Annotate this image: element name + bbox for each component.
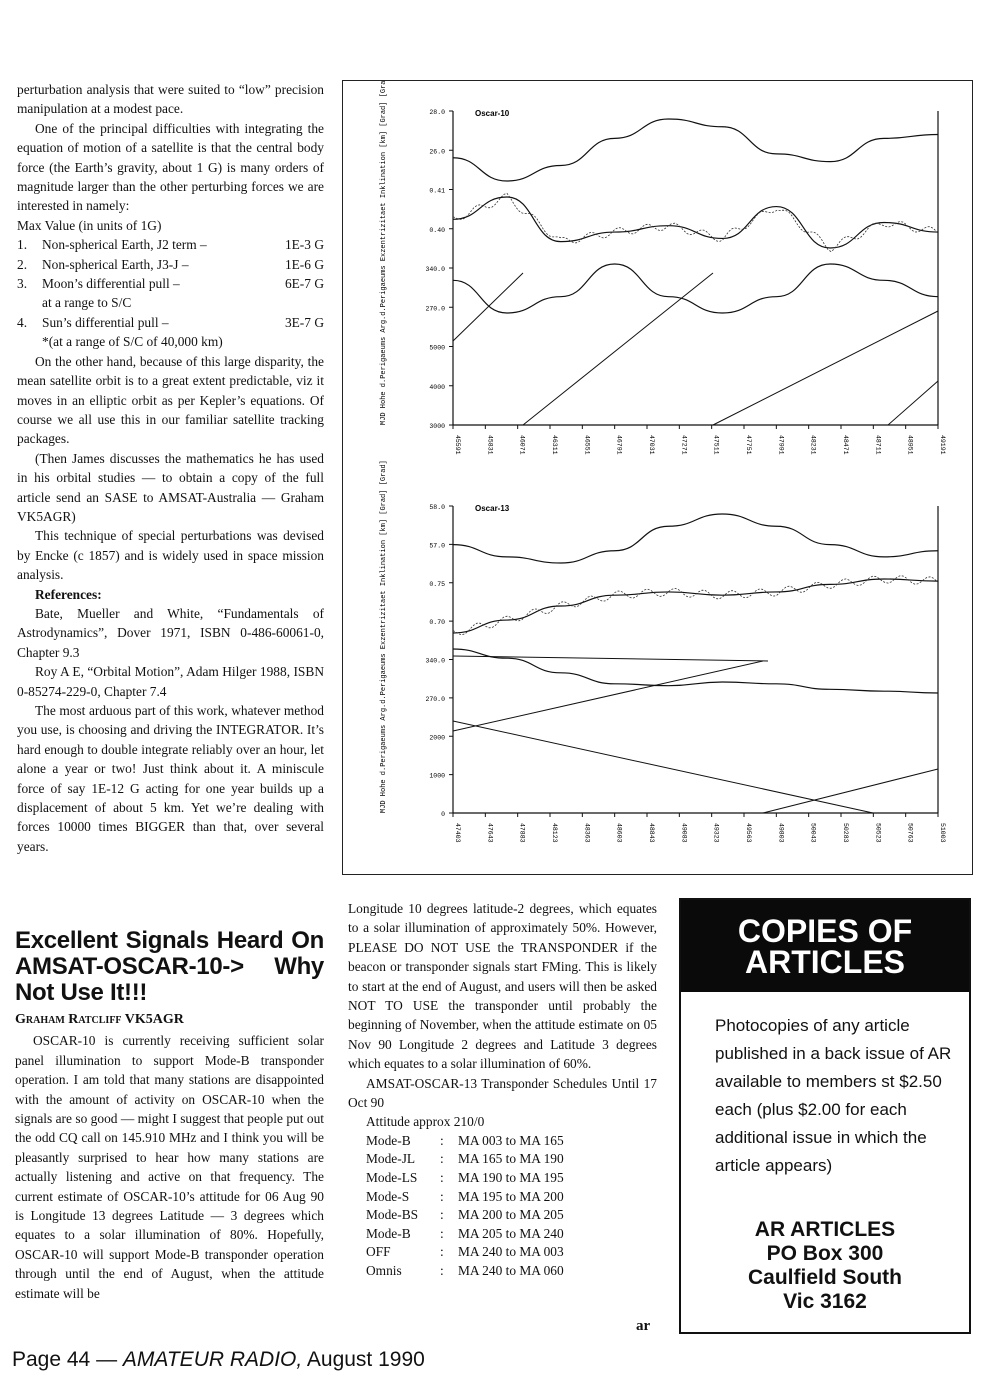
force-name: Non-spherical Earth, J2 term – bbox=[42, 237, 207, 253]
address-line-3: Caulfield South bbox=[748, 1266, 902, 1289]
y-tick-label: 1000 bbox=[429, 772, 445, 780]
article-paragraph-3: AMSAT-OSCAR-13 Transponder Schedules Until 17 Oct 90 bbox=[348, 1075, 657, 1111]
y-tick-label: 2000 bbox=[429, 734, 445, 742]
x-tick-label: 47643 bbox=[486, 823, 494, 843]
force-number: 3. bbox=[17, 276, 28, 292]
article-headline: Excellent Signals Heard On AMSAT-OSCAR-10-> Why Not Use It!!! bbox=[15, 927, 324, 1006]
x-tick-label: 47883 bbox=[518, 823, 526, 843]
x-tick-label: 46071 bbox=[518, 435, 526, 455]
y-tick-label: 0 bbox=[441, 811, 445, 818]
y-tick-label: 270.0 bbox=[425, 695, 445, 703]
footer-magazine: AMATEUR RADIO, bbox=[122, 1348, 303, 1371]
force-name: Moon’s differential pull – bbox=[42, 276, 180, 292]
schedule-sep: : bbox=[440, 1151, 444, 1167]
force-name: Sun’s differential pull – bbox=[42, 314, 169, 330]
force-item-2 bbox=[17, 255, 324, 274]
diagonal-line bbox=[713, 311, 938, 425]
copies-banner bbox=[681, 900, 969, 992]
schedule-range: MA 165 to MA 190 bbox=[458, 1151, 564, 1167]
schedule-range: MA 003 to MA 165 bbox=[458, 1132, 564, 1148]
paragraph-encke: This technique of special perturbations was devised by Encke (c 1857) and is widely used in space mission analysis. bbox=[17, 528, 324, 583]
reference-2: Roy A E, “Orbital Motion”, Adam Hilger 1988, ISBN 0-85274-229-0, Chapter 7.4 bbox=[17, 664, 324, 699]
series-line bbox=[453, 649, 938, 693]
banner-line-1: COPIES OF bbox=[737, 913, 913, 949]
force-item-3 bbox=[17, 274, 324, 293]
schedule-mode: Mode-B bbox=[366, 1225, 411, 1241]
force-name: Non-spherical Earth, J3-J – bbox=[42, 256, 189, 272]
paragraph-intro: perturbation analysis that were suited to “low” precision manipulation at a modest pace. bbox=[17, 82, 324, 117]
schedule-sep: : bbox=[440, 1244, 444, 1260]
series-line bbox=[453, 264, 938, 313]
force-3-note: at a range to S/C bbox=[42, 295, 132, 311]
x-tick-label: 47751 bbox=[745, 435, 752, 455]
copies-address bbox=[681, 1218, 969, 1314]
paragraph-james: (Then James discusses the mathematics he has used in his orbital studies — to obtain a copy of the full article send an SASE to AMSAT-Australia — Graham VK5AGR) bbox=[17, 450, 324, 524]
force-value: 1E-6 G bbox=[284, 256, 324, 272]
x-tick-label: 46551 bbox=[583, 435, 591, 455]
schedule-range: MA 240 to MA 060 bbox=[458, 1263, 564, 1279]
reference-1: Bate, Mueller and White, “Fundamentals of Astrodynamics”, Dover 1971, ISBN 0-486-60061-0, Chapter 9.3 bbox=[17, 605, 324, 660]
schedule-mode: Mode-B bbox=[366, 1132, 411, 1148]
schedule-range: MA 205 to MA 240 bbox=[458, 1225, 564, 1241]
force-item-4 bbox=[17, 313, 324, 332]
address-line-4: Vic 3162 bbox=[783, 1290, 867, 1313]
y-tick-label: 28.0 bbox=[429, 109, 445, 116]
force-4-note: *(at a range of S/C of 40,000 km) bbox=[42, 334, 223, 350]
banner-line-2: ARTICLES bbox=[745, 944, 905, 980]
y-tick-label: 270.0 bbox=[425, 305, 445, 313]
diagonal-line bbox=[453, 656, 768, 661]
article-paragraph-1: OSCAR-10 is currently receiving sufficient solar panel illumination to support Mode-B transponder operation. I am told that many stations are disappointed with the amount of activity on OSCAR-10 when the signals are so good — might I suggest that people put out the odd CQ call on 145.910 MHz and I think you will be pleasantly surprised to hear how many stations are actually listening and active on that frequency. The current estimate of OSCAR-10’s attitude for 06 Aug 90 is Longitude 13 degrees Latitude — 3 degrees which equates to a solar illumination of 80%. Hopefully, OSCAR-10 will support Mode-B transponder operation through until the end of August, when the attitude estimate will be bbox=[15, 1033, 324, 1301]
schedule-sep: : bbox=[440, 1188, 444, 1204]
series-wiggle bbox=[453, 576, 936, 635]
y-tick-label: 5000 bbox=[429, 344, 445, 352]
x-tick-label: 47511 bbox=[712, 435, 720, 455]
diagonal-line bbox=[453, 721, 873, 813]
chart-title: Oscar-10 bbox=[475, 109, 510, 118]
schedule-range: MA 190 to MA 195 bbox=[458, 1170, 564, 1186]
x-tick-label: 48603 bbox=[615, 823, 623, 843]
y-tick-label: 340.0 bbox=[425, 266, 445, 273]
y-tick-label: 0.41 bbox=[429, 187, 445, 195]
x-tick-label: 46311 bbox=[551, 435, 558, 455]
force-number: 1. bbox=[17, 237, 28, 253]
schedule-sep: : bbox=[440, 1132, 444, 1148]
y-axis-label: MJD Hohe d.Perigaeums Arg.d.Perigaeums Exzentrizitaet Inklination [km] [Grad] [Grad] bbox=[380, 460, 388, 813]
copies-of-articles-box bbox=[679, 898, 971, 1334]
paragraph-other-hand: On the other hand, because of this large disparity, the mean satellite orbit is to a great extent predictable, viz it moves in an elliptic orbit as per Kepler’s equations. Of course we all use this in our familiar satellite tracking packages. bbox=[17, 353, 324, 447]
copies-body: Photocopies of any article published in a back issue of AR available to members st $2.50 each (plus $2.00 for each additional issue in which the article appears) bbox=[715, 1016, 952, 1175]
schedule-mode: OFF bbox=[366, 1244, 391, 1260]
max-value-label: Max Value (in units of 1G) bbox=[17, 217, 162, 233]
schedule-range: MA 195 to MA 200 bbox=[458, 1188, 564, 1204]
x-tick-label: 49803 bbox=[777, 823, 785, 843]
paragraph-arduous: The most arduous part of this work, whatever method you use, is choosing and driving the INTEGRATOR. It’s hard enough to double integrate reliably over an hour, let alone a year or two! Just think about it. A miniscule force of say 1E-12 G acting for one year builds up a displacement of about 5 km. Yet we’re dealing with forces 10000 times BIGGER than that, over several years. bbox=[17, 703, 324, 854]
force-value: 1E-3 G bbox=[284, 237, 324, 253]
paragraph-difficulties: One of the principal difficulties with integrating the equation of motion of a satellite is that the central body force (the Earth’s gravity, about 1 G) is many orders of magnitude larger than the other perturbing forces we are interested in namely: bbox=[17, 120, 324, 214]
left-column bbox=[17, 80, 324, 856]
x-tick-label: 50043 bbox=[809, 823, 817, 843]
y-tick-label: 0.40 bbox=[429, 226, 445, 234]
x-tick-label: 48843 bbox=[648, 823, 655, 843]
x-tick-label: 49323 bbox=[712, 823, 720, 843]
article-paragraph-2: Longitude 10 degrees latitude-2 degrees, which equates to a solar illumination of approximately 50%. However, PLEASE DO NOT USE the TRANSPONDER if the beacon or transponder signals start FMing. This is likely to start at the end of August, and users will then be asked NOT TO USE the transponder until probably the beginning of November, when the attitude estimate on 05 Nov 90 Longitude 2 degrees and Latitude 3 degrees which equates to a solar illumination of 60%. bbox=[348, 901, 657, 1072]
article2-middle bbox=[348, 899, 657, 1281]
series-line bbox=[453, 579, 938, 633]
series-line bbox=[453, 514, 938, 563]
x-tick-label: 45831 bbox=[486, 435, 494, 455]
schedule-mode: Mode-LS bbox=[366, 1170, 418, 1186]
schedule-sep: : bbox=[440, 1263, 444, 1279]
x-tick-label: 48231 bbox=[809, 435, 817, 455]
x-tick-label: 48471 bbox=[842, 435, 849, 455]
x-tick-label: 48363 bbox=[583, 823, 591, 843]
x-tick-label: 48951 bbox=[906, 435, 914, 455]
x-tick-label: 50283 bbox=[842, 823, 849, 843]
footer-page: Page 44 — bbox=[12, 1348, 123, 1371]
x-tick-label: 47031 bbox=[648, 435, 655, 455]
x-tick-label: 46791 bbox=[615, 435, 623, 455]
x-tick-label: 48123 bbox=[551, 823, 558, 843]
diagonal-line bbox=[763, 769, 938, 813]
y-tick-label: 3000 bbox=[429, 423, 445, 430]
series-line bbox=[453, 197, 938, 248]
chart-title: Oscar-13 bbox=[475, 504, 510, 513]
diagonal-line bbox=[453, 273, 523, 341]
x-tick-label: 45591 bbox=[454, 435, 461, 455]
x-tick-label: 50523 bbox=[874, 823, 882, 843]
y-tick-label: 4000 bbox=[429, 383, 445, 391]
schedule-mode: Mode-JL bbox=[366, 1151, 416, 1167]
x-tick-label: 48711 bbox=[874, 435, 882, 455]
attitude-line: Attitude approx 210/0 bbox=[366, 1114, 485, 1130]
footer-date: August 1990 bbox=[302, 1348, 425, 1371]
orbit-charts-svg bbox=[343, 81, 971, 873]
orbit-charts-figure bbox=[342, 80, 973, 875]
schedule-sep: : bbox=[440, 1170, 444, 1186]
transponder-schedule bbox=[348, 1132, 657, 1281]
schedule-sep: : bbox=[440, 1207, 444, 1223]
y-tick-label: 0.70 bbox=[429, 619, 445, 627]
end-mark: ar bbox=[636, 1318, 651, 1334]
x-tick-label: 49191 bbox=[939, 435, 946, 455]
series-line bbox=[453, 119, 938, 181]
x-tick-label: 47991 bbox=[777, 435, 785, 455]
address-line-1: AR ARTICLES bbox=[754, 1218, 896, 1241]
x-tick-label: 51003 bbox=[939, 823, 946, 843]
page-footer bbox=[12, 1348, 425, 1372]
x-tick-label: 50763 bbox=[906, 823, 914, 843]
references-heading: References: bbox=[35, 586, 102, 602]
y-tick-label: 26.0 bbox=[429, 148, 445, 156]
address-line-2: PO Box 300 bbox=[766, 1242, 884, 1265]
article-byline: Graham Ratcliff VK5AGR bbox=[15, 1012, 184, 1027]
x-tick-label: 47271 bbox=[680, 435, 688, 455]
series-wiggle bbox=[453, 193, 936, 251]
schedule-range: MA 200 to MA 205 bbox=[458, 1207, 564, 1223]
force-number: 2. bbox=[17, 256, 28, 272]
diagonal-line bbox=[888, 381, 938, 425]
article2-left bbox=[15, 928, 324, 1303]
x-tick-label: 47403 bbox=[454, 823, 461, 843]
schedule-mode: Omnis bbox=[366, 1263, 402, 1279]
force-item-1 bbox=[17, 235, 324, 254]
schedule-mode: Mode-S bbox=[366, 1188, 410, 1204]
y-tick-label: 0.75 bbox=[429, 580, 445, 588]
y-axis-label: MJD Hohe d.Perigaeums Arg.d.Perigaeums Exzentrizitaet Inklination [km] [Grad] [Grad] bbox=[380, 81, 388, 425]
y-tick-label: 340.0 bbox=[425, 657, 445, 665]
force-value: 6E-7 G bbox=[284, 276, 324, 292]
schedule-sep: : bbox=[440, 1225, 444, 1241]
force-number: 4. bbox=[17, 314, 28, 330]
diagonal-line bbox=[453, 661, 763, 731]
x-tick-label: 49083 bbox=[680, 823, 688, 843]
schedule-range: MA 240 to MA 003 bbox=[458, 1244, 564, 1260]
diagonal-line bbox=[523, 273, 713, 425]
y-tick-label: 58.0 bbox=[429, 504, 445, 511]
y-tick-label: 57.0 bbox=[429, 542, 445, 550]
x-tick-label: 49563 bbox=[745, 823, 752, 843]
force-value: 3E-7 G bbox=[284, 314, 324, 330]
schedule-mode: Mode-BS bbox=[366, 1207, 419, 1223]
